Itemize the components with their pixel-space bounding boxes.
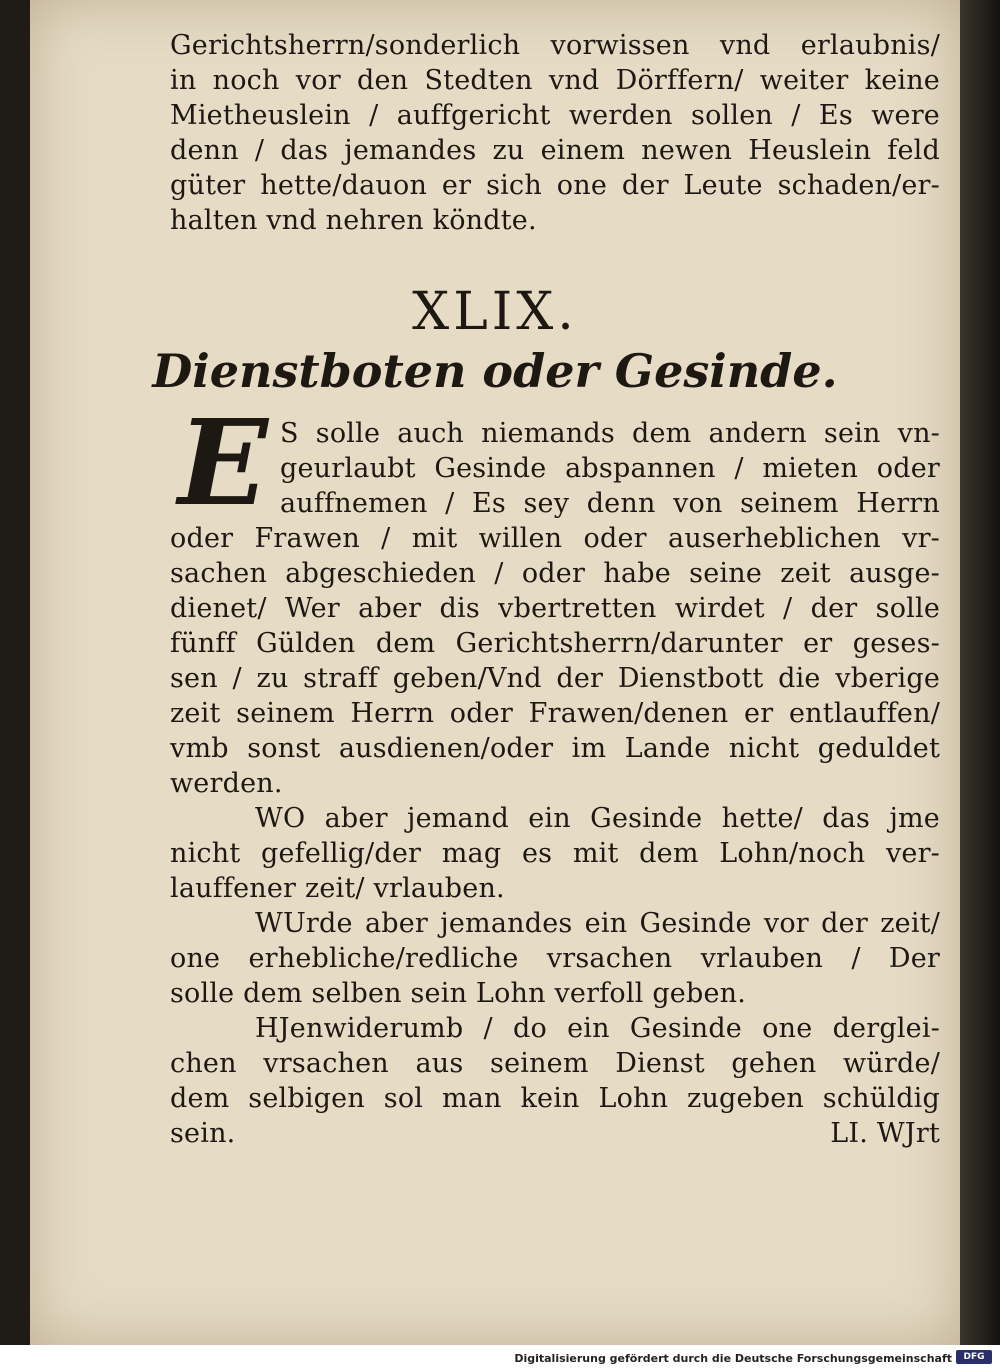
text-line: dem selbigen sol man kein Lohn zugeben schüldig <box>170 1083 940 1114</box>
dfg-logo-icon: DFG <box>956 1350 992 1364</box>
chapter-title: Dienstboten oder Gesinde. <box>152 344 838 398</box>
text-line: sachen abgeschieden / oder habe seine zeit ausge- <box>170 558 940 589</box>
text-line: in noch vor den Stedten vnd Dörffern/ weiter keine <box>170 65 940 96</box>
catchword: LI. WJrt <box>830 1118 940 1149</box>
text-line: WO aber jemand ein Gesinde hette/ das jme <box>255 803 940 834</box>
text-line: oder Frawen / mit willen oder auserheblichen vr- <box>170 523 940 554</box>
text-line: chen vrsachen aus seinem Dienst gehen würde/ <box>170 1048 940 1079</box>
decorated-initial: E <box>178 393 268 532</box>
book-binding-edge <box>960 0 1000 1345</box>
text-line: one erhebliche/redliche vrsachen vrlauben / Der <box>170 943 940 974</box>
chapter-number: XLIX. <box>412 282 578 342</box>
section-body <box>170 416 940 1151</box>
text-line: geurlaubt Gesinde abspannen / mieten oder <box>280 453 940 484</box>
text-line: S solle auch niemands dem andern sein vn- <box>280 418 940 449</box>
text-line: dienet/ Wer aber dis vbertretten wirdet / der solle <box>170 593 940 624</box>
top-paragraph <box>170 28 940 238</box>
text-line: güter hette/dauon er sich one der Leute schaden/er- <box>170 170 940 201</box>
text-line: auffnemen / Es sey denn von seinem Herrn <box>280 488 940 519</box>
text-line: zeit seinem Herrn oder Frawen/denen er entlauffen/ <box>170 698 940 729</box>
text-line: werden. <box>170 768 283 799</box>
text-line: nicht gefellig/der mag es mit dem Lohn/noch ver- <box>170 838 940 869</box>
text-line: HJenwiderumb / do ein Gesinde one derglei- <box>255 1013 940 1044</box>
text-line: Mietheuslein / auffgericht werden sollen / Es were <box>170 100 940 131</box>
text-line: denn / das jemandes zu einem newen Heuslein feld <box>170 135 940 166</box>
text-line: Gerichtsherrn/sonderlich vorwissen vnd erlaubnis/ <box>170 30 940 61</box>
text-line: halten vnd nehren köndte. <box>170 205 537 236</box>
text-line: lauffener zeit/ vrlauben. <box>170 873 505 904</box>
text-line: sen / zu straff geben/Vnd der Dienstbott die vberige <box>170 663 940 694</box>
footer-credit: Digitalisierung gefördert durch die Deutsche Forschungsgemeinschaft <box>514 1352 952 1365</box>
text-line: sein. <box>170 1118 236 1149</box>
text-line: vmb sonst ausdienen/oder im Lande nicht geduldet <box>170 733 940 764</box>
text-line: fünff Gülden dem Gerichtsherrn/darunter er geses- <box>170 628 940 659</box>
text-line: WUrde aber jemandes ein Gesinde vor der zeit/ <box>255 908 940 939</box>
final-line-row <box>170 1116 940 1151</box>
text-line: solle dem selben sein Lohn verfoll geben. <box>170 978 747 1009</box>
